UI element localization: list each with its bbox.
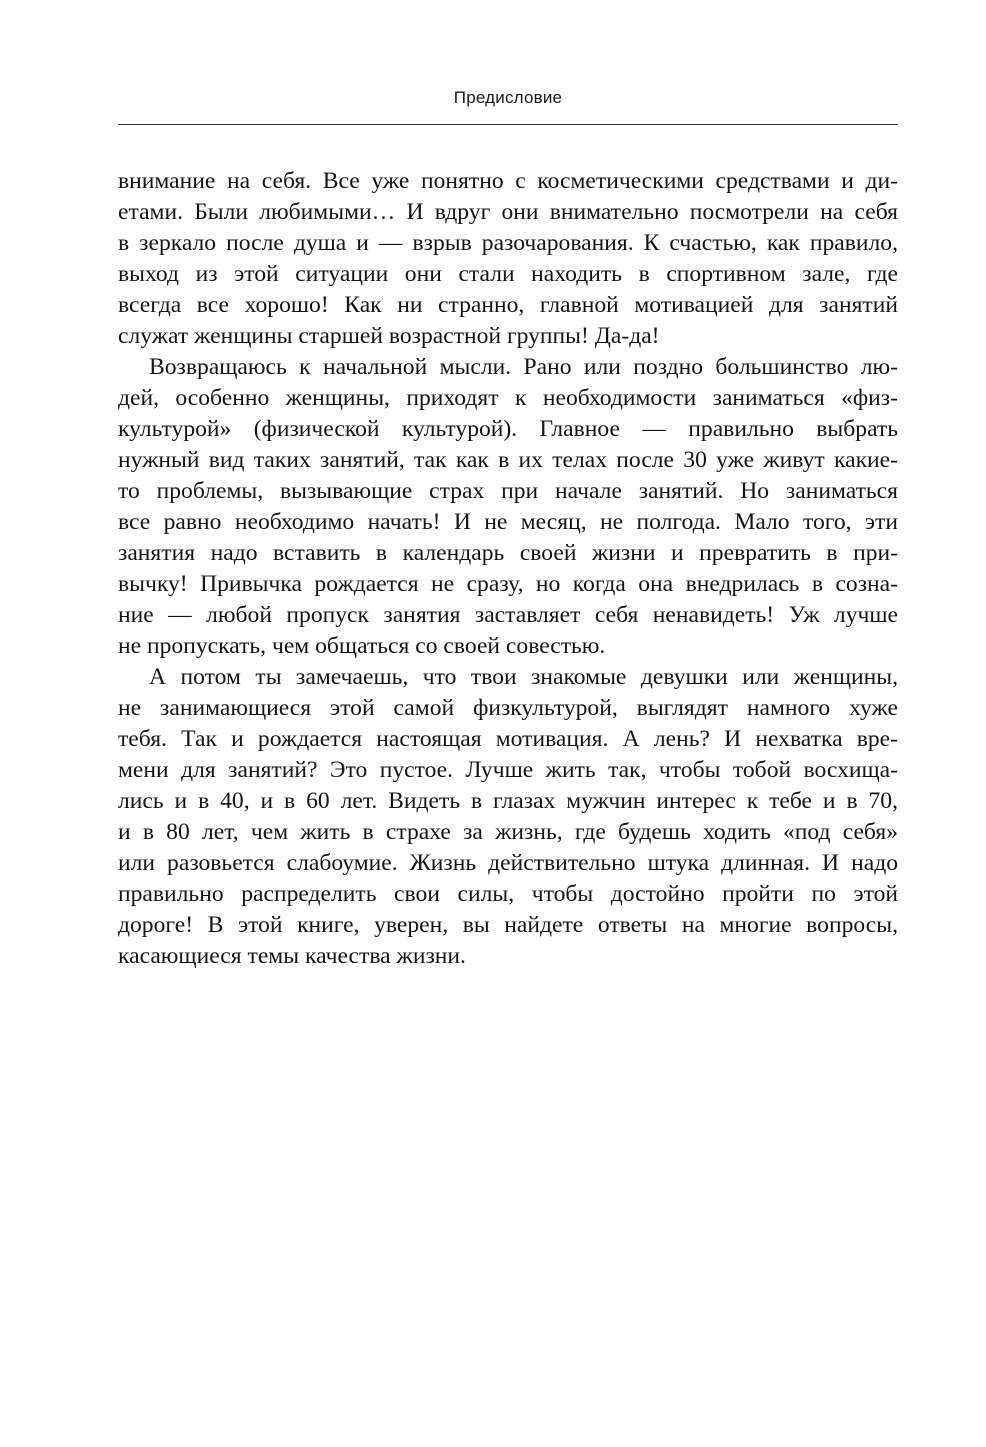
text-line: лись и в 40, и в 60 лет. Видеть в глазах мужчин интерес к тебе и в 70, [118, 788, 898, 814]
text-line: правильно распределить свои силы, чтобы достойно пройти по этой [118, 881, 898, 907]
text-line: А потом ты замечаешь, что твои знакомые девушки или женщины, [149, 664, 898, 690]
text-line: мени для занятий? Это пустое. Лучше жить так, чтобы тобой восхища- [118, 757, 898, 783]
text-line: дороге! В этой книге, уверен, вы найдете ответы на многие вопросы, [118, 912, 898, 938]
text-line: занятия надо вставить в календарь своей жизни и превратить в при- [118, 540, 898, 566]
text-line: все равно необходимо начать! И не месяц, не полгода. Мало того, эти [118, 509, 898, 535]
text-line: нужный вид таких занятий, так как в их телах после 30 уже живут какие- [118, 447, 898, 473]
text-line: касающиеся темы качества жизни. [118, 943, 466, 969]
text-line: ние — любой пропуск занятия заставляет себя ненавидеть! Уж лучше [118, 602, 898, 628]
text-line: выход из этой ситуации они стали находить в спортивном зале, где [118, 261, 898, 287]
text-line: внимание на себя. Все уже понятно с косметическими средствами и ди- [118, 168, 898, 194]
text-line: в зеркало после душа и — взрыв разочарования. К счастью, как правило, [118, 230, 898, 256]
body-text [118, 166, 898, 972]
text-line: не занимающиеся этой самой физкультурой, выглядят намного хуже [118, 695, 898, 721]
text-line: служат женщины старшей возрастной группы! Да-да! [118, 323, 660, 349]
text-line: то проблемы, вызывающие страх при начале занятий. Но заниматься [118, 478, 898, 504]
text-line: вычку! Привычка рождается не сразу, но когда она внедрилась в созна- [118, 571, 898, 597]
text-line: и в 80 лет, чем жить в страхе за жизнь, где будешь ходить «под себя» [118, 819, 898, 845]
running-title: Предисловие [453, 88, 563, 107]
text-line: Возвращаюсь к начальной мысли. Рано или поздно большинство лю- [149, 354, 898, 380]
text-line: или разовьется слабоумие. Жизнь действительно штука длинная. И надо [118, 850, 898, 876]
text-line: всегда все хорошо! Как ни странно, главной мотивацией для занятий [118, 292, 898, 318]
text-line: етами. Были любимыми… И вдруг они внимательно посмотрели на себя [118, 199, 898, 225]
header-rule [118, 124, 898, 125]
text-line: не пропускать, чем общаться со своей совестью. [118, 633, 606, 659]
text-line: дей, особенно женщины, приходят к необходимости заниматься «физ- [118, 385, 898, 411]
text-line: культурой» (физической культурой). Главное — правильно выбрать [118, 416, 898, 442]
text-line: тебя. Так и рождается настоящая мотивация. А лень? И нехватка вре- [118, 726, 898, 752]
